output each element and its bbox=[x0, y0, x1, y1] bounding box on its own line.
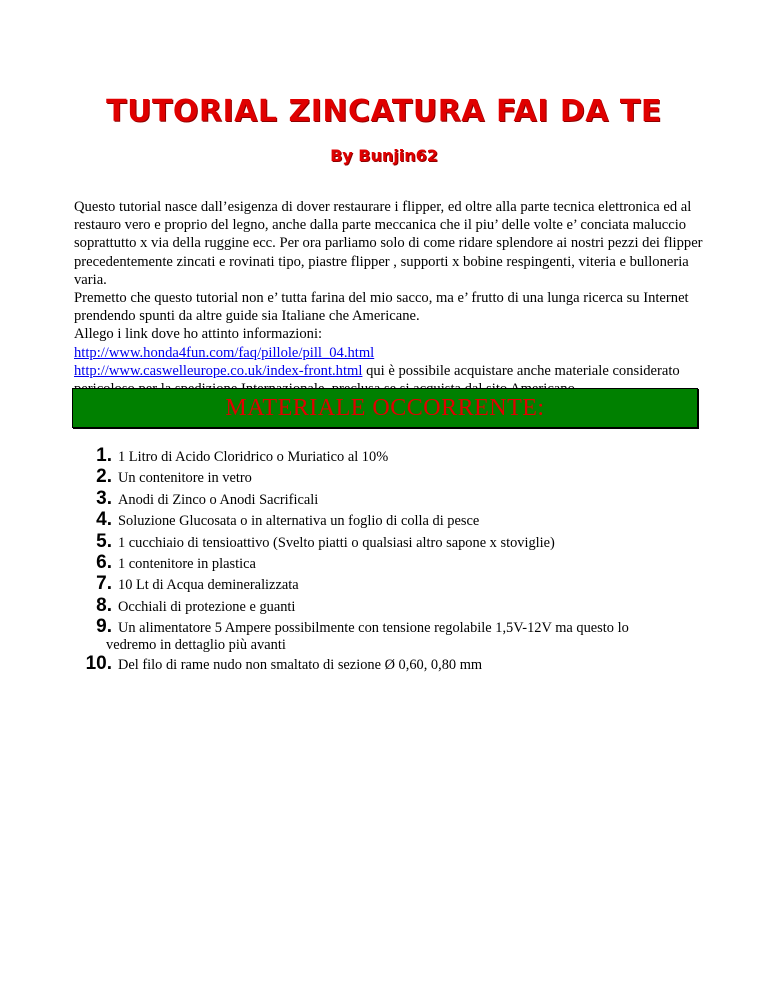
list-item bbox=[86, 532, 706, 553]
list-item bbox=[86, 654, 706, 675]
list-item bbox=[86, 446, 706, 467]
list-number: 1. bbox=[96, 445, 112, 466]
intro-text bbox=[74, 198, 704, 398]
list-item-text: Del filo di rame nudo non smaltato di sezione Ø 0,60, 0,80 mm bbox=[118, 656, 483, 673]
list-number: 2. bbox=[96, 466, 112, 488]
list-item-text: Anodi di Zinco o Anodi Sacrificali bbox=[118, 491, 319, 508]
list-item bbox=[86, 553, 706, 574]
list-item-continuation: vedremo in dettaglio più avanti bbox=[106, 636, 286, 653]
list-item bbox=[86, 467, 706, 488]
list-number: 10. bbox=[85, 652, 112, 674]
list-item bbox=[86, 617, 706, 653]
materials-list bbox=[86, 446, 706, 675]
honda4fun-link[interactable]: http://www.honda4fun.com/faq/pillole/pill_04.html bbox=[74, 344, 375, 361]
author-byline: By Bunjin62 bbox=[330, 146, 438, 165]
document-title: TUTORIAL ZINCATURA FAI DA TE bbox=[106, 94, 662, 129]
caswelleurope-link[interactable]: http://www.caswelleurope.co.uk/index-front.html bbox=[74, 362, 363, 379]
list-item-text: Un alimentatore 5 Ampere possibilmente con tensione regolabile 1,5V-12V ma questo lo bbox=[118, 620, 629, 637]
list-number: 3. bbox=[96, 487, 112, 509]
list-number: 5. bbox=[96, 530, 112, 552]
list-item-text: 1 Litro di Acido Cloridrico o Muriatico al 10% bbox=[118, 449, 389, 465]
list-number: 7. bbox=[96, 573, 112, 595]
list-item bbox=[86, 510, 706, 531]
list-number: 9. bbox=[96, 616, 112, 638]
intro-paragraph-1: Questo tutorial nasce dall’esigenza di dover restaurare i flipper, ed oltre alla parte tecnica elettronica ed al restauro vero e proprio del legno, anche dalla parte meccanica che il piu’ delle volte e’ conciata maluccio soprattutto x via della ruggine ecc. Per ora parliamo solo di come ridare splendore ai nostri pezzi dei flipper precedentemente zincati e rovinati tipo, piastre flipper , supporti x bobine respingenti, viteria e bulloneria varia. bbox=[74, 199, 703, 288]
list-number: 6. bbox=[96, 552, 112, 574]
section-banner-title: MATERIALE OCCORRENTE: bbox=[225, 394, 545, 421]
intro-paragraph-3: Allego i link dove ho attinto informazioni: bbox=[74, 326, 323, 343]
list-item-text: Soluzione Glucosata o in alternativa un foglio di colla di pesce bbox=[118, 513, 480, 530]
list-item-text: 10 Lt di Acqua demineralizzata bbox=[118, 577, 299, 594]
list-number: 8. bbox=[96, 594, 112, 616]
link2-description: qui è possibile acquistare anche materiale considerato bbox=[366, 362, 680, 379]
list-item-text: Occhiali di protezione e guanti bbox=[118, 598, 296, 615]
list-item-text: Un contenitore in vetro bbox=[118, 470, 252, 487]
list-item bbox=[86, 574, 706, 595]
link-line-1 bbox=[74, 344, 704, 362]
list-number: 4. bbox=[96, 509, 112, 531]
list-item-text: 1 contenitore in plastica bbox=[118, 556, 256, 573]
list-item bbox=[86, 596, 706, 617]
section-banner bbox=[72, 388, 698, 428]
intro-paragraph-2: Premetto che questo tutorial non e’ tutta farina del mio sacco, ma e’ frutto di una lunga ricerca su Internet prendendo spunti da altre guide sia Italiane che Americane. bbox=[74, 290, 689, 325]
list-item bbox=[86, 489, 706, 510]
list-item-text: 1 cucchiaio di tensioattivo (Svelto piatti o qualsiasi altro sapone x stoviglie) bbox=[118, 534, 555, 551]
